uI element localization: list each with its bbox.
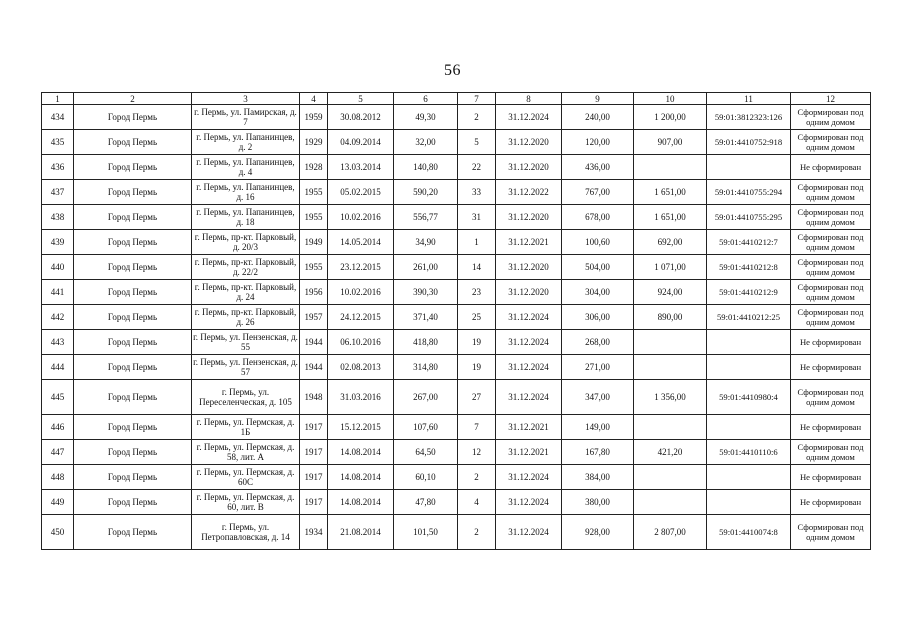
cell-date: 10.02.2016 (328, 205, 394, 230)
header-row (42, 93, 871, 105)
cell-residents: 23 (458, 280, 496, 305)
cell-municipality: Город Пермь (74, 440, 192, 465)
cell-build-year: 1955 (300, 205, 328, 230)
cell-land-area: 149,00 (562, 415, 634, 440)
cell-address: г. Пермь, ул. Переселенческая, д. 105 (192, 380, 300, 415)
cell-residents: 25 (458, 305, 496, 330)
cell-cadastral-number: 59:01:4410755:294 (707, 180, 791, 205)
cell-area: 34,90 (394, 230, 458, 255)
cell-land-area: 167,80 (562, 440, 634, 465)
table-row (42, 330, 871, 355)
table-row (42, 380, 871, 415)
cell-deadline: 31.12.2024 (496, 380, 562, 415)
cell-date: 14.08.2014 (328, 440, 394, 465)
column-header: 11 (707, 93, 791, 105)
cell-deadline: 31.12.2024 (496, 490, 562, 515)
cell-area: 49,30 (394, 105, 458, 130)
cell-deadline: 31.12.2020 (496, 280, 562, 305)
cell-land-status: Сформирован под одним домом (791, 515, 871, 550)
cell-residents: 7 (458, 415, 496, 440)
cell-address: г. Пермь, ул. Пермская, д. 60, лит. В (192, 490, 300, 515)
column-header: 6 (394, 93, 458, 105)
cell-area: 140,80 (394, 155, 458, 180)
table-row (42, 440, 871, 465)
cell-address: г. Пермь, ул. Папанинцев, д. 4 (192, 155, 300, 180)
cell-deadline: 31.12.2024 (496, 330, 562, 355)
cell-land-status: Не сформирован (791, 465, 871, 490)
register-table (41, 92, 871, 550)
cell-land-status: Сформирован под одним домом (791, 105, 871, 130)
cell-row-number: 442 (42, 305, 74, 330)
cell-land-area: 380,00 (562, 490, 634, 515)
cell-date: 14.08.2014 (328, 490, 394, 515)
cell-cadastral-number: 59:01:4410074:8 (707, 515, 791, 550)
cell-area: 556,77 (394, 205, 458, 230)
cell-land-status: Сформирован под одним домом (791, 255, 871, 280)
cell-area: 64,50 (394, 440, 458, 465)
cell-area: 32,00 (394, 130, 458, 155)
cell-land-status: Сформирован под одним домом (791, 230, 871, 255)
cell-cadastral-number: 59:01:4410110:6 (707, 440, 791, 465)
cell-municipality: Город Пермь (74, 155, 192, 180)
cell-plot-area: 890,00 (634, 305, 707, 330)
cell-municipality: Город Пермь (74, 465, 192, 490)
cell-land-area: 678,00 (562, 205, 634, 230)
cell-municipality: Город Пермь (74, 355, 192, 380)
table-row (42, 205, 871, 230)
cell-land-area: 271,00 (562, 355, 634, 380)
cell-deadline: 31.12.2024 (496, 465, 562, 490)
cell-cadastral-number (707, 465, 791, 490)
cell-row-number: 448 (42, 465, 74, 490)
cell-plot-area: 1 071,00 (634, 255, 707, 280)
column-header: 7 (458, 93, 496, 105)
cell-area: 590,20 (394, 180, 458, 205)
cell-area: 371,40 (394, 305, 458, 330)
cell-residents: 31 (458, 205, 496, 230)
cell-build-year: 1917 (300, 490, 328, 515)
cell-deadline: 31.12.2024 (496, 305, 562, 330)
cell-cadastral-number (707, 355, 791, 380)
cell-area: 60,10 (394, 465, 458, 490)
cell-cadastral-number: 59:01:4410212:25 (707, 305, 791, 330)
cell-cadastral-number: 59:01:4410212:9 (707, 280, 791, 305)
cell-land-status: Сформирован под одним домом (791, 130, 871, 155)
cell-plot-area: 924,00 (634, 280, 707, 305)
column-header: 12 (791, 93, 871, 105)
cell-address: г. Пермь, ул. Папанинцев, д. 2 (192, 130, 300, 155)
cell-build-year: 1917 (300, 465, 328, 490)
cell-plot-area (634, 155, 707, 180)
cell-build-year: 1929 (300, 130, 328, 155)
cell-build-year: 1934 (300, 515, 328, 550)
cell-date: 13.03.2014 (328, 155, 394, 180)
column-header: 8 (496, 93, 562, 105)
cell-plot-area (634, 330, 707, 355)
cell-area: 101,50 (394, 515, 458, 550)
cell-land-status: Не сформирован (791, 490, 871, 515)
cell-residents: 1 (458, 230, 496, 255)
cell-row-number: 434 (42, 105, 74, 130)
cell-deadline: 31.12.2022 (496, 180, 562, 205)
cell-deadline: 31.12.2024 (496, 355, 562, 380)
cell-land-area: 268,00 (562, 330, 634, 355)
cell-land-area: 347,00 (562, 380, 634, 415)
cell-build-year: 1956 (300, 280, 328, 305)
cell-residents: 2 (458, 465, 496, 490)
cell-deadline: 31.12.2021 (496, 440, 562, 465)
cell-residents: 14 (458, 255, 496, 280)
cell-plot-area: 2 807,00 (634, 515, 707, 550)
cell-deadline: 31.12.2020 (496, 205, 562, 230)
cell-row-number: 436 (42, 155, 74, 180)
cell-residents: 4 (458, 490, 496, 515)
cell-land-status: Сформирован под одним домом (791, 205, 871, 230)
cell-address: г. Пермь, ул. Петропавловская, д. 14 (192, 515, 300, 550)
cell-residents: 22 (458, 155, 496, 180)
cell-residents: 19 (458, 355, 496, 380)
cell-plot-area (634, 355, 707, 380)
column-header: 2 (74, 93, 192, 105)
cell-cadastral-number: 59:01:4410980:4 (707, 380, 791, 415)
cell-deadline: 31.12.2021 (496, 230, 562, 255)
cell-build-year: 1944 (300, 355, 328, 380)
cell-area: 267,00 (394, 380, 458, 415)
cell-address: г. Пермь, ул. Пермская, д. 1Б (192, 415, 300, 440)
cell-address: г. Пермь, пр-кт. Парковый, д. 24 (192, 280, 300, 305)
cell-build-year: 1948 (300, 380, 328, 415)
cell-municipality: Город Пермь (74, 105, 192, 130)
cell-build-year: 1917 (300, 415, 328, 440)
cell-area: 261,00 (394, 255, 458, 280)
cell-row-number: 443 (42, 330, 74, 355)
cell-build-year: 1944 (300, 330, 328, 355)
column-header: 5 (328, 93, 394, 105)
cell-date: 14.05.2014 (328, 230, 394, 255)
cell-address: г. Пермь, ул. Пермская, д. 60С (192, 465, 300, 490)
cell-residents: 19 (458, 330, 496, 355)
cell-plot-area (634, 465, 707, 490)
cell-plot-area: 1 651,00 (634, 205, 707, 230)
cell-municipality: Город Пермь (74, 255, 192, 280)
cell-address: г. Пермь, пр-кт. Парковый, д. 22/2 (192, 255, 300, 280)
cell-address: г. Пермь, ул. Памирская, д. 7 (192, 105, 300, 130)
cell-row-number: 447 (42, 440, 74, 465)
cell-land-status: Сформирован под одним домом (791, 380, 871, 415)
cell-date: 06.10.2016 (328, 330, 394, 355)
cell-build-year: 1949 (300, 230, 328, 255)
table-row (42, 465, 871, 490)
cell-residents: 27 (458, 380, 496, 415)
cell-land-status: Сформирован под одним домом (791, 440, 871, 465)
cell-plot-area: 1 651,00 (634, 180, 707, 205)
cell-land-area: 384,00 (562, 465, 634, 490)
table-row (42, 155, 871, 180)
cell-land-status: Не сформирован (791, 355, 871, 380)
table-row (42, 515, 871, 550)
cell-date: 21.08.2014 (328, 515, 394, 550)
table-row (42, 130, 871, 155)
cell-area: 47,80 (394, 490, 458, 515)
cell-deadline: 31.12.2021 (496, 415, 562, 440)
cell-build-year: 1957 (300, 305, 328, 330)
cell-municipality: Город Пермь (74, 205, 192, 230)
cell-row-number: 446 (42, 415, 74, 440)
cell-build-year: 1928 (300, 155, 328, 180)
cell-deadline: 31.12.2024 (496, 515, 562, 550)
cell-land-status: Сформирован под одним домом (791, 180, 871, 205)
cell-row-number: 439 (42, 230, 74, 255)
cell-date: 04.09.2014 (328, 130, 394, 155)
cell-build-year: 1955 (300, 255, 328, 280)
cell-row-number: 437 (42, 180, 74, 205)
cell-address: г. Пермь, ул. Пермская, д. 58, лит. А (192, 440, 300, 465)
cell-land-status: Не сформирован (791, 415, 871, 440)
cell-build-year: 1955 (300, 180, 328, 205)
cell-land-area: 767,00 (562, 180, 634, 205)
cell-row-number: 441 (42, 280, 74, 305)
cell-cadastral-number: 59:01:4410752:918 (707, 130, 791, 155)
cell-date: 15.12.2015 (328, 415, 394, 440)
cell-cadastral-number: 59:01:3812323:126 (707, 105, 791, 130)
cell-area: 390,30 (394, 280, 458, 305)
cell-deadline: 31.12.2020 (496, 130, 562, 155)
column-header: 3 (192, 93, 300, 105)
cell-date: 05.02.2015 (328, 180, 394, 205)
table-row (42, 415, 871, 440)
cell-build-year: 1917 (300, 440, 328, 465)
column-header: 9 (562, 93, 634, 105)
cell-row-number: 444 (42, 355, 74, 380)
cell-cadastral-number (707, 490, 791, 515)
cell-municipality: Город Пермь (74, 180, 192, 205)
cell-row-number: 438 (42, 205, 74, 230)
cell-deadline: 31.12.2020 (496, 255, 562, 280)
cell-plot-area: 692,00 (634, 230, 707, 255)
cell-build-year: 1959 (300, 105, 328, 130)
cell-row-number: 435 (42, 130, 74, 155)
column-header: 10 (634, 93, 707, 105)
cell-deadline: 31.12.2020 (496, 155, 562, 180)
cell-municipality: Город Пермь (74, 380, 192, 415)
cell-row-number: 450 (42, 515, 74, 550)
cell-land-status: Не сформирован (791, 155, 871, 180)
cell-row-number: 440 (42, 255, 74, 280)
cell-deadline: 31.12.2024 (496, 105, 562, 130)
cell-plot-area: 1 356,00 (634, 380, 707, 415)
table-row (42, 105, 871, 130)
cell-land-area: 928,00 (562, 515, 634, 550)
column-header: 1 (42, 93, 74, 105)
cell-plot-area: 421,20 (634, 440, 707, 465)
cell-land-area: 306,00 (562, 305, 634, 330)
cell-address: г. Пермь, ул. Папанинцев, д. 18 (192, 205, 300, 230)
cell-plot-area: 907,00 (634, 130, 707, 155)
cell-address: г. Пермь, пр-кт. Парковый, д. 26 (192, 305, 300, 330)
cell-row-number: 449 (42, 490, 74, 515)
cell-municipality: Город Пермь (74, 415, 192, 440)
cell-residents: 2 (458, 515, 496, 550)
cell-row-number: 445 (42, 380, 74, 415)
cell-cadastral-number (707, 415, 791, 440)
table-row (42, 180, 871, 205)
cell-municipality: Город Пермь (74, 330, 192, 355)
cell-cadastral-number (707, 155, 791, 180)
cell-municipality: Город Пермь (74, 280, 192, 305)
cell-date: 10.02.2016 (328, 280, 394, 305)
cell-land-area: 120,00 (562, 130, 634, 155)
cell-cadastral-number: 59:01:4410212:8 (707, 255, 791, 280)
page-number: 56 (444, 62, 461, 79)
cell-municipality: Город Пермь (74, 130, 192, 155)
cell-area: 418,80 (394, 330, 458, 355)
cell-municipality: Город Пермь (74, 515, 192, 550)
cell-plot-area (634, 490, 707, 515)
table-row (42, 280, 871, 305)
cell-date: 14.08.2014 (328, 465, 394, 490)
cell-residents: 5 (458, 130, 496, 155)
table-row (42, 490, 871, 515)
cell-address: г. Пермь, ул. Пензенская, д. 57 (192, 355, 300, 380)
cell-date: 23.12.2015 (328, 255, 394, 280)
cell-date: 31.03.2016 (328, 380, 394, 415)
cell-land-status: Сформирован под одним домом (791, 305, 871, 330)
cell-address: г. Пермь, ул. Пензенская, д. 55 (192, 330, 300, 355)
cell-residents: 12 (458, 440, 496, 465)
cell-date: 24.12.2015 (328, 305, 394, 330)
cell-land-area: 100,60 (562, 230, 634, 255)
cell-area: 314,80 (394, 355, 458, 380)
cell-land-area: 504,00 (562, 255, 634, 280)
cell-date: 02.08.2013 (328, 355, 394, 380)
cell-land-area: 304,00 (562, 280, 634, 305)
cell-cadastral-number: 59:01:4410212:7 (707, 230, 791, 255)
cell-land-area: 240,00 (562, 105, 634, 130)
table-row (42, 230, 871, 255)
cell-address: г. Пермь, пр-кт. Парковый, д. 20/3 (192, 230, 300, 255)
table-row (42, 255, 871, 280)
cell-plot-area (634, 415, 707, 440)
table-row (42, 305, 871, 330)
table-row (42, 355, 871, 380)
cell-land-area: 436,00 (562, 155, 634, 180)
cell-residents: 2 (458, 105, 496, 130)
column-header: 4 (300, 93, 328, 105)
cell-date: 30.08.2012 (328, 105, 394, 130)
cell-land-status: Сформирован под одним домом (791, 280, 871, 305)
cell-plot-area: 1 200,00 (634, 105, 707, 130)
cell-municipality: Город Пермь (74, 490, 192, 515)
cell-municipality: Город Пермь (74, 305, 192, 330)
cell-cadastral-number: 59:01:4410755:295 (707, 205, 791, 230)
cell-residents: 33 (458, 180, 496, 205)
cell-municipality: Город Пермь (74, 230, 192, 255)
cell-land-status: Не сформирован (791, 330, 871, 355)
cell-cadastral-number (707, 330, 791, 355)
cell-area: 107,60 (394, 415, 458, 440)
cell-address: г. Пермь, ул. Папанинцев, д. 16 (192, 180, 300, 205)
